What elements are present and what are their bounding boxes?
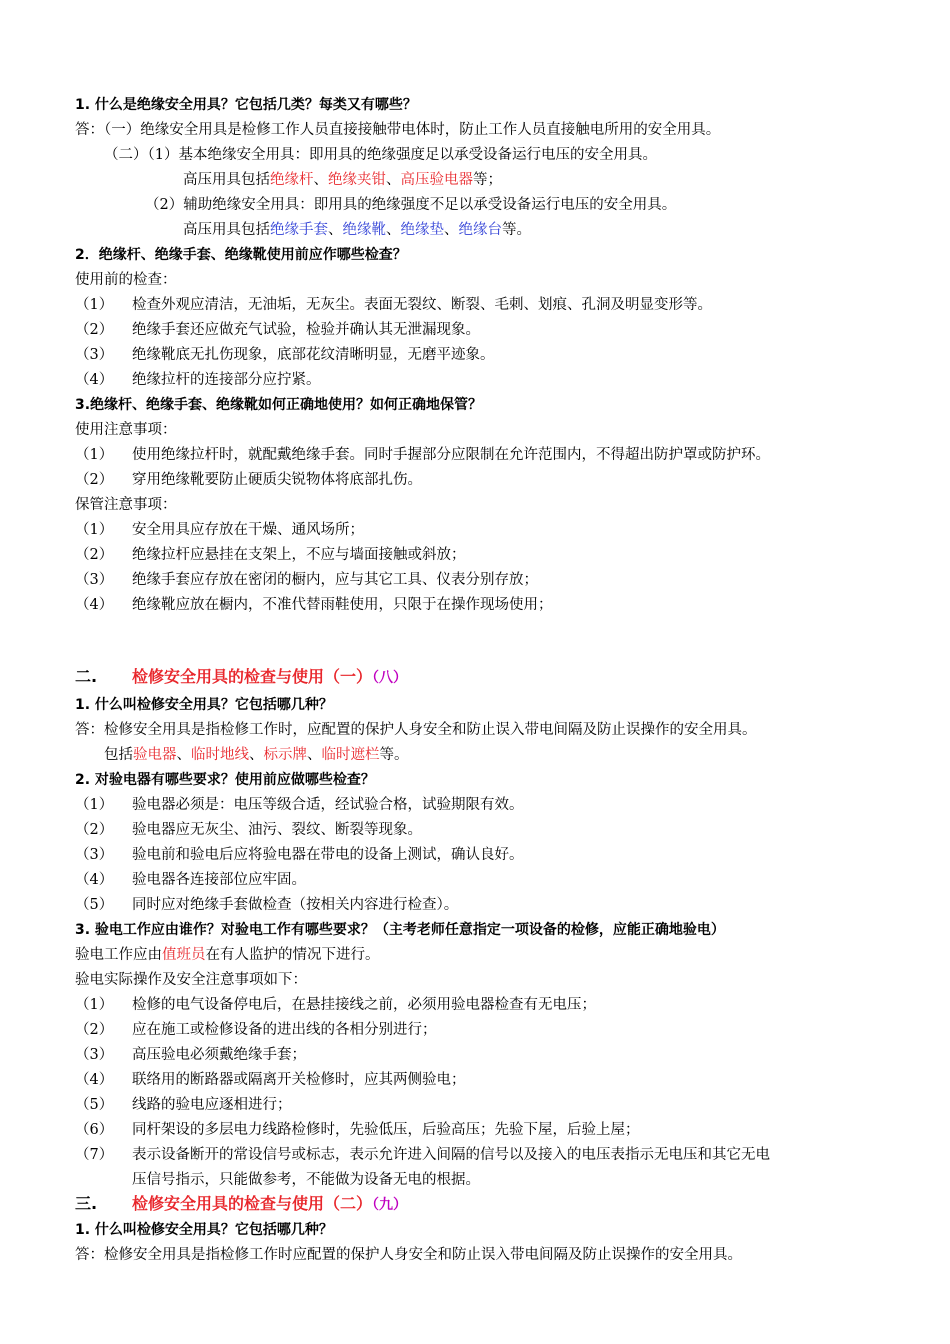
question-1-3-lead-storage: 保管注意事项： bbox=[75, 497, 177, 513]
question-2-3-lead: 验电实际操作及安全注意事项如下： bbox=[75, 972, 307, 988]
section-title: 检修安全用具的检查与使用（一） bbox=[132, 667, 373, 686]
tool-boots: 绝缘靴 bbox=[342, 222, 386, 238]
answer-1-1-aux: （2）辅助绝缘安全用具：即用具的绝缘强度不足以承受设备运行电压的安全用具。 bbox=[145, 197, 677, 213]
list-item-continuation: 压信号指示，只能做参考，不能做为设备无电的根据。 bbox=[132, 1172, 480, 1188]
question-1-3: 3.绝缘杆、绝缘手套、绝缘靴如何正确地使用？如何正确地保管？ bbox=[75, 397, 483, 413]
list-item: （4） 绝缘拉杆的连接部分应拧紧。 bbox=[75, 372, 321, 388]
tool-insulating-clamp: 绝缘夹钳 bbox=[328, 172, 386, 188]
list-item: （1） 验电器必须是：电压等级合适，经试验合格，试验期限有效。 bbox=[75, 797, 524, 813]
list-item: （2） 应在施工或检修设备的进出线的各相分别进行； bbox=[75, 1022, 437, 1038]
question-1-3-lead-use: 使用注意事项： bbox=[75, 422, 177, 438]
question-2-1: 1. 什么叫检修安全用具？它包括哪几种？ bbox=[75, 697, 333, 713]
section-tag: （九） bbox=[372, 1197, 408, 1213]
list-item: （2） 验电器应无灰尘、油污、裂纹、断裂等现象。 bbox=[75, 822, 422, 838]
answer-2-3: 验电工作应由值班员在有人监护的情况下进行。 bbox=[75, 947, 380, 963]
list-item: （5） 同时应对绝缘手套做检查（按相关内容进行检查）。 bbox=[75, 897, 459, 913]
question-2-3: 3. 验电工作应由谁作？对验电工作有哪些要求？（主考老师任意指定一项设备的检修，应能正确地验电） bbox=[75, 922, 725, 938]
section-heading-3: 三. 检修安全用具的检查与使用（二）（九） bbox=[75, 1194, 408, 1213]
question-3-1: 1. 什么叫检修安全用具？它包括哪几种？ bbox=[75, 1222, 333, 1238]
question-1-2-lead: 使用前的检查： bbox=[75, 272, 177, 288]
answer-1-1-basic-tools: 高压用具包括绝缘杆、绝缘夹钳、高压验电器等； bbox=[183, 172, 502, 188]
answer-1-1: 答：（一）绝缘安全用具是检修工作人员直接接触带电体时，防止工作人员直接触电所用的安全用具。 bbox=[75, 122, 721, 138]
list-item: （3） 绝缘靴底无扎伤现象，底部花纹清晰明显，无磨平迹象。 bbox=[75, 347, 495, 363]
list-item: （1） 检修的电气设备停电后，在悬挂接线之前，必须用验电器检查有无电压； bbox=[75, 997, 596, 1013]
tool-insulating-rod: 绝缘杆 bbox=[270, 172, 314, 188]
question-1-1: 1. 什么是绝缘安全用具？它包括几类？每类又有哪些？ bbox=[75, 97, 417, 113]
list-item: （3） 高压验电必须戴绝缘手套； bbox=[75, 1047, 306, 1063]
answer-2-1: 答：检修安全用具是指检修工作时，应配置的保护人身安全和防止误入带电间隔及防止误操作的安全用具。 bbox=[75, 722, 757, 738]
list-item: （2） 绝缘拉杆应悬挂在支架上，不应与墙面接触或斜放； bbox=[75, 547, 466, 563]
answer-3-1: 答：检修安全用具是指检修工作时应配置的保护人身安全和防止误入带电间隔及防止误操作的安全用具。 bbox=[75, 1247, 742, 1263]
answer-1-1-aux-tools: 高压用具包括绝缘手套、绝缘靴、绝缘垫、绝缘台等。 bbox=[183, 222, 531, 238]
list-item: （1） 使用绝缘拉杆时，就配戴绝缘手套。同时手握部分应限制在允许范围内，不得超出防护罩或防护环。 bbox=[75, 447, 770, 463]
tool-mat: 绝缘垫 bbox=[400, 222, 444, 238]
tools-intro: 高压用具包括 bbox=[183, 172, 270, 188]
list-item: （6） 同杆架设的多层电力线路检修时，先验低压，后验高压；先验下屋，后验上屋； bbox=[75, 1122, 640, 1138]
list-item: （1） 检查外观应清洁，无油垢，无灰尘。表面无裂纹、断裂、毛刺、划痕、孔洞及明显变形等。 bbox=[75, 297, 712, 313]
section-tag: （八） bbox=[372, 670, 408, 686]
list-item: （3） 验电前和验电后应将验电器在带电的设备上测试，确认良好。 bbox=[75, 847, 524, 863]
answer-2-1-tools: 包括验电器、临时地线、标示牌、临时遮栏等。 bbox=[104, 747, 409, 763]
question-2-2: 2. 对验电器有哪些要求？使用前应做哪些检查？ bbox=[75, 772, 375, 788]
list-item: （4） 验电器各连接部位应牢固。 bbox=[75, 872, 306, 888]
list-item: （2） 绝缘手套还应做充气试验，检验并确认其无泄漏现象。 bbox=[75, 322, 480, 338]
answer-1-1-basic: （二）（1）基本绝缘安全用具：即用具的绝缘强度足以承受设备运行电压的安全用具。 bbox=[104, 147, 657, 163]
list-item: （1） 安全用具应存放在干燥、通风场所； bbox=[75, 522, 364, 538]
list-item: （3） 绝缘手套应存放在密闭的橱内，应与其它工具、仪表分别存放； bbox=[75, 572, 538, 588]
tool-platform: 绝缘台 bbox=[458, 222, 502, 238]
list-item: （4） 绝缘靴应放在橱内，不准代替雨鞋使用，只限于在操作现场使用； bbox=[75, 597, 553, 613]
list-item: （4） 联络用的断路器或隔离开关检修时，应其两侧验电； bbox=[75, 1072, 466, 1088]
list-item: （2） 穿用绝缘靴要防止硬质尖锐物体将底部扎伤。 bbox=[75, 472, 422, 488]
duty-officer: 值班员 bbox=[162, 947, 206, 963]
question-1-2: 2．绝缘杆、绝缘手套、绝缘靴使用前应作哪些检查？ bbox=[75, 247, 407, 263]
list-item: （5） 线路的验电应逐相进行； bbox=[75, 1097, 292, 1113]
section-title: 检修安全用具的检查与使用（二） bbox=[132, 1194, 373, 1213]
section-heading-2: 二. 检修安全用具的检查与使用（一）（八） bbox=[75, 667, 408, 686]
tool-hv-tester: 高压验电器 bbox=[400, 172, 473, 188]
tool-gloves: 绝缘手套 bbox=[270, 222, 328, 238]
list-item: （7） 表示设备断开的常设信号或标志，表示允许进入间隔的信号以及接入的电压表指示无电压和其它无电 bbox=[75, 1147, 770, 1163]
